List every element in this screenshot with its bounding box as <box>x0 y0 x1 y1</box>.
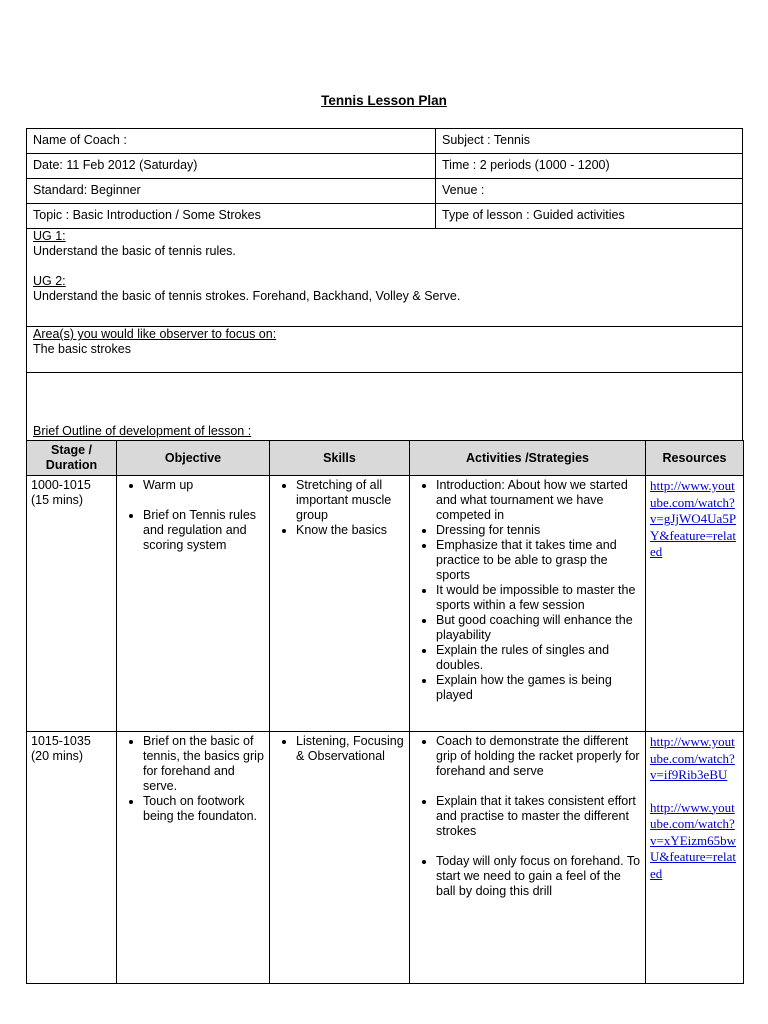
list-item: • It would be impossible to master the sports within a few session <box>436 583 641 613</box>
objective-cell <box>117 476 270 732</box>
list-item: • But good coaching will enhance the playability <box>436 613 641 643</box>
resources-cell <box>646 476 744 732</box>
resources-cell <box>646 732 744 984</box>
list-item: • Warm up <box>143 478 265 493</box>
list-item: • Listening, Focusing & Observational <box>296 734 405 764</box>
skills-cell <box>270 732 410 984</box>
header-stage: Stage / Duration <box>27 441 117 476</box>
stage-cell <box>27 732 117 984</box>
header-skills: Skills <box>270 441 410 476</box>
info-row <box>27 154 742 179</box>
list-item: • Introduction: About how we started and what tournament we have competed in <box>436 478 641 523</box>
stage-cell <box>27 476 117 732</box>
lesson-type-field: Type of lesson : Guided activities <box>442 208 625 222</box>
header-activities: Activities /Strategies <box>410 441 646 476</box>
list-item: • Brief on the basic of tennis, the basics grip for forehand and serve. <box>143 734 265 794</box>
coach-name-field: Name of Coach : <box>27 129 436 153</box>
observer-focus <box>27 327 742 373</box>
resource-link[interactable]: http://www.youtube.com/watch?v=if9Rib3eBU <box>650 734 735 782</box>
outline-label: Brief Outline of development of lesson : <box>33 424 252 438</box>
list-item: • Emphasize that it takes time and practice to be able to grasp the sports <box>436 538 641 583</box>
table-header-row <box>27 441 744 476</box>
understanding-goals <box>27 229 742 327</box>
ug2-text: Understand the basic of tennis strokes. Forehand, Backhand, Volley & Serve. <box>33 289 461 303</box>
objective-cell <box>117 732 270 984</box>
header-objective: Objective <box>117 441 270 476</box>
list-item: • Know the basics <box>296 523 405 538</box>
info-row <box>27 204 742 229</box>
lesson-table <box>26 440 744 984</box>
list-item: • Explain the rules of singles and doubles. <box>436 643 641 673</box>
stage-duration: (15 mins) <box>31 493 84 507</box>
topic-field: Topic : Basic Introduction / Some Strokes <box>27 204 436 228</box>
stage-time: 1015-1035 <box>31 734 91 748</box>
info-row <box>27 129 742 154</box>
activities-cell <box>410 732 646 984</box>
stage-time: 1000-1015 <box>31 478 91 492</box>
resource-link[interactable]: http://www.youtube.com/watch?v=gJjWO4Ua5PY&feature=related <box>650 478 737 559</box>
venue-field: Venue : <box>442 183 485 197</box>
table-row <box>27 476 744 732</box>
list-item: • Stretching of all important muscle group <box>296 478 405 523</box>
focus-text: The basic strokes <box>33 342 131 356</box>
list-item: • Coach to demonstrate the different grip of holding the racket properly for forehand and serve <box>436 734 641 779</box>
ug1-text: Understand the basic of tennis rules. <box>33 244 236 258</box>
ug2-label: UG 2: <box>33 274 66 288</box>
date-field: Date: 11 Feb 2012 (Saturday) <box>27 154 436 178</box>
standard-field: Standard: Beginner <box>27 179 436 203</box>
lesson-info-box <box>26 128 743 442</box>
time-field: Time : 2 periods (1000 - 1200) <box>442 158 610 172</box>
page-title: Tennis Lesson Plan <box>321 93 447 108</box>
list-item: • Explain how the games is being played <box>436 673 641 703</box>
list-item: • Explain that it takes consistent effort and practise to master the different strokes <box>436 794 641 839</box>
list-item: • Today will only focus on forehand. To start we need to gain a feel of the ball by doing this drill <box>436 854 641 899</box>
table-row <box>27 732 744 984</box>
subject-field: Subject : Tennis <box>442 133 531 147</box>
ug1-label: UG 1: <box>33 229 66 243</box>
activities-cell <box>410 476 646 732</box>
outline-section <box>27 373 742 441</box>
list-item: • Touch on footwork being the foundaton. <box>143 794 265 824</box>
focus-label: Area(s) you would like observer to focus on: <box>33 327 277 341</box>
header-resources: Resources <box>646 441 744 476</box>
info-row <box>27 179 742 204</box>
list-item: • Brief on Tennis rules and regulation and scoring system <box>143 508 265 553</box>
stage-duration: (20 mins) <box>31 749 84 763</box>
resource-link[interactable]: http://www.youtube.com/watch?v=xYEizm65bwU&feature=related <box>650 799 737 881</box>
skills-cell <box>270 476 410 732</box>
list-item: • Dressing for tennis <box>436 523 641 538</box>
